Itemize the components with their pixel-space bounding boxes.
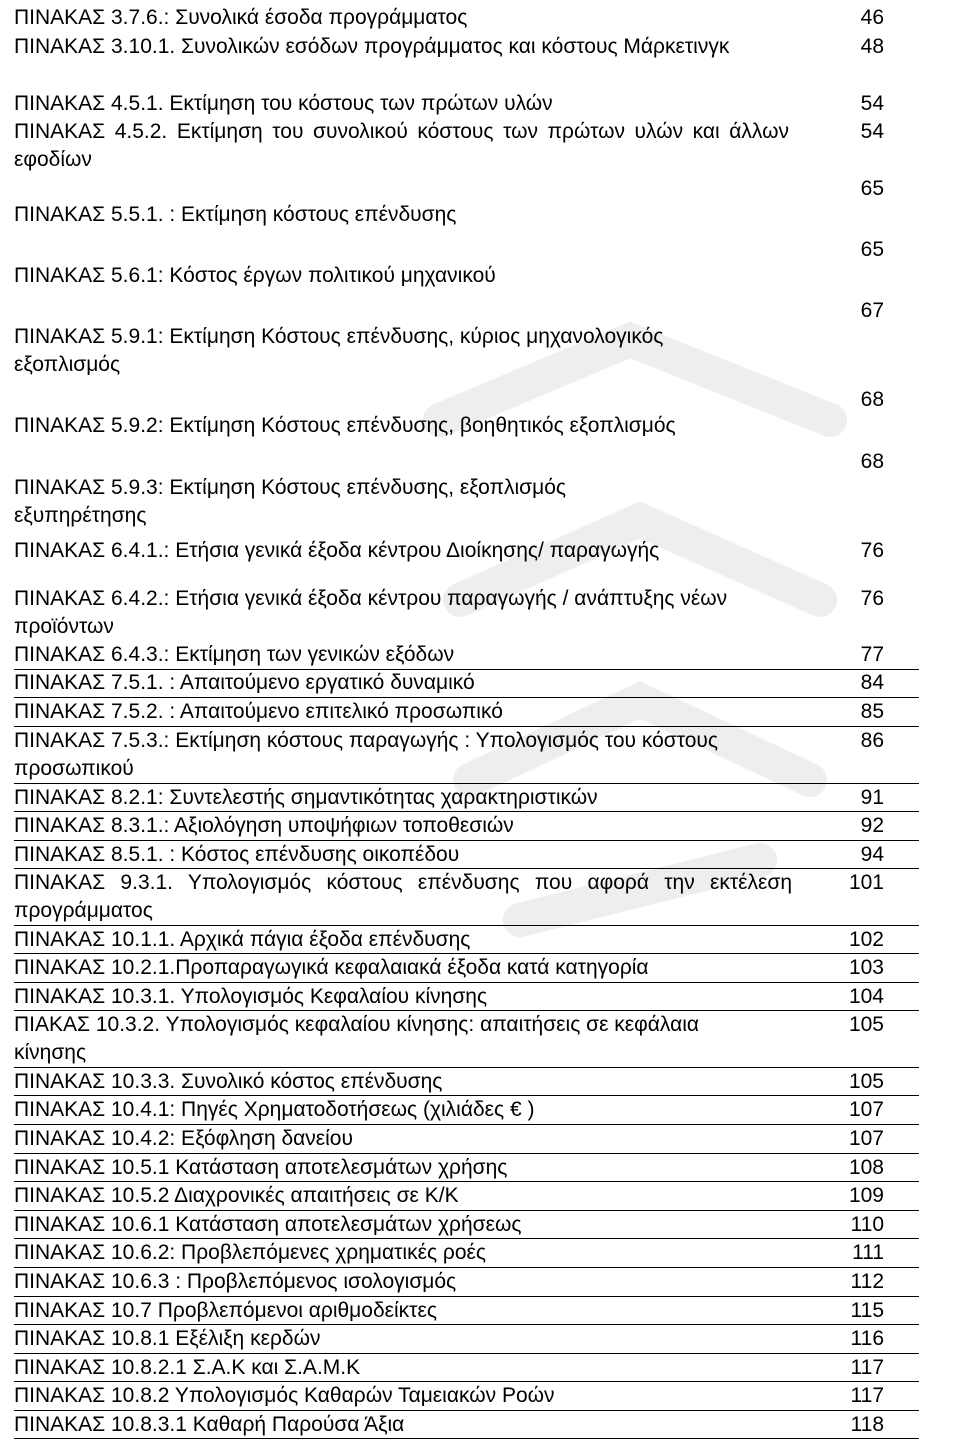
toc-entry-page: 101: [848, 871, 884, 894]
toc-entry-title: ΠΙΝΑΚΑΣ 6.4.1.: Ετήσια γενικά έξοδα κέντρου Διοίκησης/ παραγωγής: [14, 539, 660, 562]
toc-entry[interactable]: [14, 1154, 944, 1182]
toc-entry-page: 118: [850, 1413, 884, 1436]
toc-entry-page: 102: [848, 928, 884, 951]
toc-entry-title: ΠΙΝΑΚΑΣ 10.5.2 Διαχρονικές απαιτήσεις σε Κ/Κ: [14, 1184, 459, 1207]
toc-entry-page: 105: [848, 1070, 884, 1093]
toc-entry-title: ΠΙΝΑΚΑΣ 8.2.1: Συντελεστής σημαντικότητας χαρακτηριστικών: [14, 786, 598, 809]
toc-entry-title: ΠΙΝΑΚΑΣ 7.5.3.: Εκτίμηση κόστους παραγωγής : Υπολογισμός του κόστους προσωπικού: [14, 729, 719, 780]
toc-entry-title: ΠΙΑΚΑΣ 10.3.2. Υπολογισμός κεφαλαίου κίνησης: απαιτήσεις σε κεφάλαια κίνησης: [14, 1013, 700, 1064]
toc-entry-page: 76: [860, 539, 884, 562]
toc-entry-title: ΠΙΝΑΚΑΣ 8.5.1. : Κόστος επένδυσης οικοπέδου: [14, 843, 460, 866]
toc-entry[interactable]: [14, 537, 944, 577]
row-divider: [14, 1124, 944, 1125]
toc-entry-page: 76: [860, 587, 884, 610]
toc-entry[interactable]: [14, 33, 944, 89]
toc-entry[interactable]: [14, 1211, 944, 1239]
toc-entry-title: ΠΙΝΑΚΑΣ 6.4.2.: Ετήσια γενικά έξοδα κέντρου παραγωγής / ανάπτυξης νέων προϊόντων: [14, 587, 728, 638]
toc-entry-title: ΠΙΝΑΚΑΣ 7.5.1. : Απαιτούμενο εργατικό δυναμικό: [14, 671, 475, 694]
row-divider: [14, 925, 944, 926]
toc-entry[interactable]: [14, 784, 944, 812]
toc-entry-title: ΠΙΝΑΚΑΣ 10.6.3 : Προβλεπόμενος ισολογισμός: [14, 1270, 457, 1293]
toc-entry-title: ΠΙΝΑΚΑΣ 10.8.2.1 Σ.Α.Κ και Σ.Α.Μ.Κ: [14, 1356, 361, 1379]
row-divider: [14, 669, 944, 670]
toc-entry-page: 115: [850, 1299, 884, 1322]
toc-entry-title: ΠΙΝΑΚΑΣ 5.6.1: Κόστος έργων πολιτικού μηχανικού: [14, 264, 496, 287]
row-divider: [14, 1010, 944, 1011]
toc-entry-title: ΠΙΝΑΚΑΣ 5.5.1. : Εκτίμηση κόστους επένδυσης: [14, 203, 457, 226]
toc-entry[interactable]: [14, 954, 944, 982]
toc-entry-page: 107: [848, 1127, 884, 1150]
toc-entry-title: ΠΙΝΑΚΑΣ 10.3.1. Υπολογισμός Κεφαλαίου κίνησης: [14, 985, 488, 1008]
toc-entry[interactable]: [14, 641, 944, 669]
toc-entry-title: ΠΙΝΑΚΑΣ 10.4.2: Εξόφληση δανείου: [14, 1127, 353, 1150]
toc-entry[interactable]: [14, 90, 944, 118]
toc-entry-title: ΠΙΝΑΚΑΣ 5.9.2: Εκτίμηση Κόστους επένδυσης, βοηθητικός εξοπλισμός: [14, 414, 676, 437]
toc-entry-page: 84: [860, 671, 884, 694]
toc-entry-title: ΠΙΝΑΚΑΣ 4.5.2. Εκτίμηση του συνολικού κόστους των πρώτων υλών και άλλων εφοδίων: [14, 120, 789, 171]
toc-entry[interactable]: [14, 669, 944, 697]
toc-entry[interactable]: [14, 1239, 944, 1267]
row-divider: [14, 1438, 944, 1439]
toc-entry[interactable]: [14, 841, 944, 869]
toc-entry[interactable]: [14, 386, 944, 442]
toc-entry-title: ΠΙΝΑΚΑΣ 10.8.3.1 Καθαρή Παρούσα Άξια: [14, 1413, 405, 1436]
toc-entry-page: 112: [850, 1270, 884, 1293]
toc-entry-page: 86: [860, 729, 884, 752]
toc-entry-title: ΠΙΝΑΚΑΣ 10.3.3. Συνολικό κόστος επένδυσης: [14, 1070, 443, 1093]
toc-entry-title: ΠΙΝΑΚΑΣ 10.6.2: Προβλεπόμενες χρηματικές ροές: [14, 1241, 487, 1264]
toc-entry[interactable]: [14, 1297, 944, 1325]
toc-entry[interactable]: [14, 448, 944, 532]
row-divider: [14, 840, 944, 841]
toc-entry[interactable]: [14, 4, 944, 32]
toc-entry[interactable]: [14, 1268, 944, 1296]
toc-entry-page: 109: [848, 1184, 884, 1207]
toc-entry-page: 107: [848, 1098, 884, 1121]
toc-entry-page: 94: [860, 843, 884, 866]
toc-entry-title: ΠΙΝΑΚΑΣ 10.8.2 Υπολογισμός Καθαρών Ταμειακών Ροών: [14, 1384, 555, 1407]
toc-entry-title: ΠΙΝΑΚΑΣ 7.5.2. : Απαιτούμενο επιτελικό προσωπικό: [14, 700, 503, 723]
toc-entry[interactable]: [14, 1354, 944, 1382]
toc-entry-title: ΠΙΝΑΚΑΣ 6.4.3.: Εκτίμηση των γενικών εξόδων: [14, 643, 455, 666]
toc-entry-title: ΠΙΝΑΚΑΣ 5.9.3: Εκτίμηση Κόστους επένδυσης, εξοπλισμός εξυπηρέτησης: [14, 476, 567, 527]
toc-entry[interactable]: [14, 236, 944, 292]
toc-entry-page: 110: [850, 1213, 884, 1236]
toc-entry-page: 91: [860, 786, 884, 809]
toc-entry-page: 85: [860, 700, 884, 723]
toc-entry-page: 77: [860, 643, 884, 666]
toc-entry-title: ΠΙΝΑΚΑΣ 9.3.1. Υπολογισμός κόστους επένδυσης που αφορά την εκτέλεση προγράμματος: [14, 871, 792, 922]
row-divider: [14, 1267, 944, 1268]
row-divider: [14, 1296, 944, 1297]
toc-entry-page: 68: [860, 388, 884, 411]
toc-entry[interactable]: [14, 983, 944, 1011]
row-divider: [14, 953, 944, 954]
toc-entry[interactable]: [14, 118, 944, 174]
toc-entry-title: ΠΙΝΑΚΑΣ 10.1.1. Αρχικά πάγια έξοδα επένδυσης: [14, 928, 471, 951]
toc-entry-page: 117: [850, 1356, 884, 1379]
toc-entry[interactable]: [14, 297, 944, 381]
toc-entry-page: 54: [860, 92, 884, 115]
row-divider: [14, 1153, 944, 1154]
toc-entry-page: 117: [850, 1384, 884, 1407]
row-divider: [14, 1410, 944, 1411]
row-divider: [14, 982, 944, 983]
toc-entry[interactable]: [14, 926, 944, 954]
toc-entry[interactable]: [14, 1182, 944, 1210]
toc-entry-page: 105: [848, 1013, 884, 1036]
toc-entry-page: 68: [860, 450, 884, 473]
toc-entry[interactable]: [14, 175, 944, 231]
row-divider: [14, 1067, 944, 1068]
row-divider: [14, 1324, 944, 1325]
row-divider: [14, 868, 944, 869]
toc-entry-title: ΠΙΝΑΚΑΣ 8.3.1.: Αξιολόγηση υποψήφιων τοποθεσιών: [14, 814, 514, 837]
toc-entry[interactable]: [14, 1411, 944, 1439]
row-divider: [14, 811, 944, 812]
toc-entry-page: 46: [860, 6, 884, 29]
toc-entry-page: 65: [860, 238, 884, 261]
toc-entry-title: ΠΙΝΑΚΑΣ 10.8.1 Εξέλιξη κερδών: [14, 1327, 321, 1350]
toc-entry-page: 104: [848, 985, 884, 1008]
toc-entry-title: ΠΙΝΑΚΑΣ 3.7.6.: Συνολικά έσοδα προγράμματος: [14, 6, 468, 29]
row-divider: [14, 1181, 944, 1182]
toc-entry-title: ΠΙΝΑΚΑΣ 5.9.1: Εκτίμηση Κόστους επένδυσης, κύριος μηχανολογικός εξοπλισμός: [14, 325, 664, 376]
toc-entry[interactable]: [14, 1125, 944, 1153]
toc-entry[interactable]: [14, 1011, 944, 1067]
toc-entry[interactable]: [14, 1096, 944, 1124]
toc-entry-title: ΠΙΝΑΚΑΣ 10.2.1.Προπαραγωγικά κεφαλαιακά έξοδα κατά κατηγορία: [14, 956, 649, 979]
toc-entry-title: ΠΙΝΑΚΑΣ 10.4.1: Πηγές Χρηματοδοτήσεως (χιλιάδες € ): [14, 1098, 535, 1121]
row-divider: [14, 726, 944, 727]
toc-entry-title: ΠΙΝΑΚΑΣ 4.5.1. Εκτίμηση του κόστους των πρώτων υλών: [14, 92, 553, 115]
toc-entry[interactable]: [14, 1068, 944, 1096]
toc-entry-page: 48: [860, 35, 884, 58]
toc-entry-title: ΠΙΝΑΚΑΣ 3.10.1. Συνολικών εσόδων προγράμματος και κόστους Μάρκετινγκ: [14, 35, 730, 58]
toc-entry[interactable]: [14, 869, 944, 925]
toc-entry-title: ΠΙΝΑΚΑΣ 10.7 Προβλεπόμενοι αριθμοδείκτες: [14, 1299, 437, 1322]
toc-entry-page: 92: [860, 814, 884, 837]
toc-entry[interactable]: [14, 1325, 944, 1353]
toc-entry-title: ΠΙΝΑΚΑΣ 10.5.1 Κατάσταση αποτελεσμάτων χρήσης: [14, 1156, 508, 1179]
toc-entry[interactable]: [14, 727, 944, 783]
row-divider: [14, 1381, 944, 1382]
row-divider: [14, 1238, 944, 1239]
row-divider: [14, 1095, 944, 1096]
toc-entry-page: 54: [860, 120, 884, 143]
toc-entry[interactable]: [14, 1382, 944, 1410]
toc-entry[interactable]: [14, 812, 944, 840]
toc-entry-title: ΠΙΝΑΚΑΣ 10.6.1 Κατάσταση αποτελεσμάτων χρήσεως: [14, 1213, 522, 1236]
toc-entry-page: 67: [860, 299, 884, 322]
row-divider: [14, 1353, 944, 1354]
toc-entry-page: 108: [848, 1156, 884, 1179]
toc-entry-page: 116: [850, 1327, 884, 1350]
toc-entry[interactable]: [14, 698, 944, 726]
toc-entry[interactable]: [14, 585, 944, 641]
toc-entry-page: 103: [848, 956, 884, 979]
toc-entry-page: 65: [860, 177, 884, 200]
row-divider: [14, 783, 944, 784]
row-divider: [14, 1210, 944, 1211]
toc-entry-page: 111: [852, 1241, 884, 1264]
row-divider: [14, 697, 944, 698]
